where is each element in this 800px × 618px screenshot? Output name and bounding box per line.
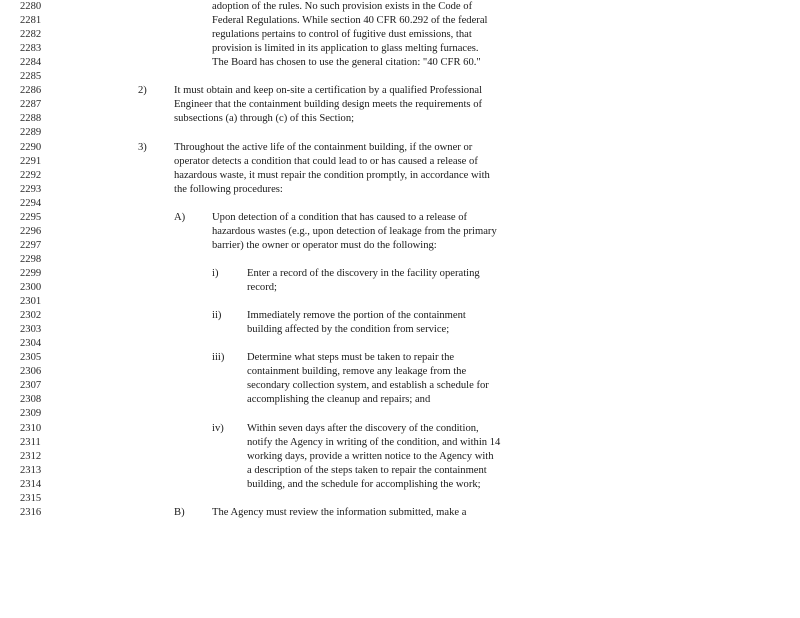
subsection-label: 2) — [138, 85, 147, 97]
line-number: 2282 — [20, 29, 42, 41]
line-text: Within seven days after the discovery of the condition, — [247, 422, 479, 434]
document-line — [0, 98, 800, 112]
document-line — [0, 70, 800, 84]
document-line — [0, 239, 800, 253]
line-number: 2303 — [20, 324, 42, 336]
line-text: hazardous wastes (e.g., upon detection of leakage from the primary — [212, 225, 497, 237]
document-line — [0, 183, 800, 197]
line-text: building affected by the condition from service; — [247, 324, 450, 336]
line-text: building, and the schedule for accomplishing the work; — [247, 478, 481, 490]
line-text: accomplishing the cleanup and repairs; and — [247, 394, 431, 406]
document-line — [0, 422, 800, 436]
document-line — [0, 169, 800, 183]
document-line — [0, 155, 800, 169]
document-line — [0, 56, 800, 70]
line-number: 2283 — [20, 43, 42, 55]
document-line — [0, 337, 800, 351]
line-number: 2288 — [20, 113, 42, 125]
line-text: Throughout the active life of the containment building, if the owner or — [174, 141, 473, 153]
document-line — [0, 211, 800, 225]
document-line — [0, 450, 800, 464]
line-text: subsections (a) through (c) of this Section; — [174, 113, 355, 125]
line-number: 2291 — [20, 155, 42, 167]
line-text: containment building, remove any leakage from the — [247, 366, 467, 378]
line-number: 2295 — [20, 211, 42, 223]
document-line — [0, 84, 800, 98]
document-line — [0, 267, 800, 281]
line-text: the following procedures: — [174, 183, 283, 195]
line-number: 2310 — [20, 422, 42, 434]
document-line — [0, 492, 800, 506]
line-number: 2300 — [20, 282, 42, 293]
line-number: 2298 — [20, 253, 42, 265]
document-line — [0, 464, 800, 478]
subsection-label: iv) — [212, 422, 224, 434]
line-text: Determine what steps must be taken to repair the — [247, 352, 455, 364]
line-text: working days, provide a written notice to the Agency with — [247, 450, 494, 462]
subsection-label: 3) — [138, 141, 147, 153]
line-text: Immediately remove the portion of the containment — [247, 310, 466, 322]
document-line — [0, 197, 800, 211]
line-number: 2289 — [20, 127, 42, 139]
line-number: 2315 — [20, 492, 42, 504]
document-line — [0, 126, 800, 140]
line-number: 2296 — [20, 225, 42, 237]
line-text: hazardous waste, it must repair the condition promptly, in accordance with — [174, 169, 490, 181]
line-text: notify the Agency in writing of the condition, and within 14 — [247, 436, 501, 448]
line-number: 2287 — [20, 99, 42, 111]
line-text: It must obtain and keep on-site a certification by a qualified Professional — [174, 85, 483, 97]
line-number: 2311 — [20, 436, 41, 448]
line-number: 2294 — [20, 197, 42, 209]
line-number: 2305 — [20, 352, 42, 364]
subsection-label: ii) — [212, 310, 222, 322]
line-number: 2316 — [20, 506, 42, 518]
line-number: 2292 — [20, 169, 42, 181]
document-line — [0, 295, 800, 309]
line-text: The Agency must review the information submitted, make a — [212, 506, 467, 518]
line-text: secondary collection system, and establish a schedule for — [247, 380, 489, 392]
document-line — [0, 281, 800, 295]
document-line — [0, 379, 800, 393]
line-text: adoption of the rules. No such provision exists in the Code of — [212, 1, 473, 12]
line-number: 2308 — [20, 394, 42, 406]
line-number: 2314 — [20, 478, 42, 490]
document-line — [0, 478, 800, 492]
line-text: operator detects a condition that could lead to or has caused a release of — [174, 155, 478, 167]
line-number: 2304 — [20, 338, 42, 350]
subsection-label: i) — [212, 267, 219, 279]
document-line — [0, 365, 800, 379]
line-number: 2299 — [20, 267, 42, 279]
document-line — [0, 393, 800, 407]
document-line — [0, 141, 800, 155]
document-line — [0, 28, 800, 42]
line-text: record; — [247, 282, 277, 293]
subsection-label: B) — [174, 506, 185, 518]
document-line — [0, 112, 800, 126]
line-number: 2281 — [20, 15, 42, 27]
subsection-label: A) — [174, 211, 186, 223]
document-line — [0, 225, 800, 239]
line-text: The Board has chosen to use the general citation: "40 CFR 60." — [212, 57, 481, 69]
document-line — [0, 436, 800, 450]
line-number: 2297 — [20, 239, 42, 251]
line-number: 2284 — [20, 57, 42, 69]
line-number: 2313 — [20, 464, 42, 476]
line-number: 2290 — [20, 141, 42, 153]
document-line — [0, 14, 800, 28]
line-number: 2306 — [20, 366, 42, 378]
document-line — [0, 407, 800, 421]
line-text: Enter a record of the discovery in the facility operating — [247, 267, 480, 279]
document-line — [0, 0, 800, 14]
document-line — [0, 42, 800, 56]
line-text: Engineer that the containment building design meets the requirements of — [174, 99, 483, 111]
line-number: 2280 — [20, 1, 42, 12]
line-number: 2286 — [20, 85, 42, 97]
line-text: Upon detection of a condition that has caused to a release of — [212, 211, 468, 223]
subsection-label: iii) — [212, 352, 225, 364]
line-text: Federal Regulations. While section 40 CFR 60.292 of the federal — [212, 15, 488, 27]
line-text: barrier) the owner or operator must do the following: — [212, 239, 437, 251]
document-line — [0, 253, 800, 267]
document-line — [0, 323, 800, 337]
line-number: 2309 — [20, 408, 42, 420]
document-line — [0, 506, 800, 520]
document-line — [0, 351, 800, 365]
line-number: 2285 — [20, 71, 42, 83]
line-number: 2312 — [20, 450, 42, 462]
line-number: 2302 — [20, 310, 42, 322]
line-number: 2293 — [20, 183, 42, 195]
line-text: regulations pertains to control of fugitive dust emissions, that — [212, 29, 472, 41]
line-number: 2301 — [20, 296, 42, 308]
line-number: 2307 — [20, 380, 42, 392]
document-line — [0, 309, 800, 323]
line-text: a description of the steps taken to repair the containment — [247, 464, 487, 476]
line-text: provision is limited in its application to glass melting furnaces. — [212, 43, 479, 55]
